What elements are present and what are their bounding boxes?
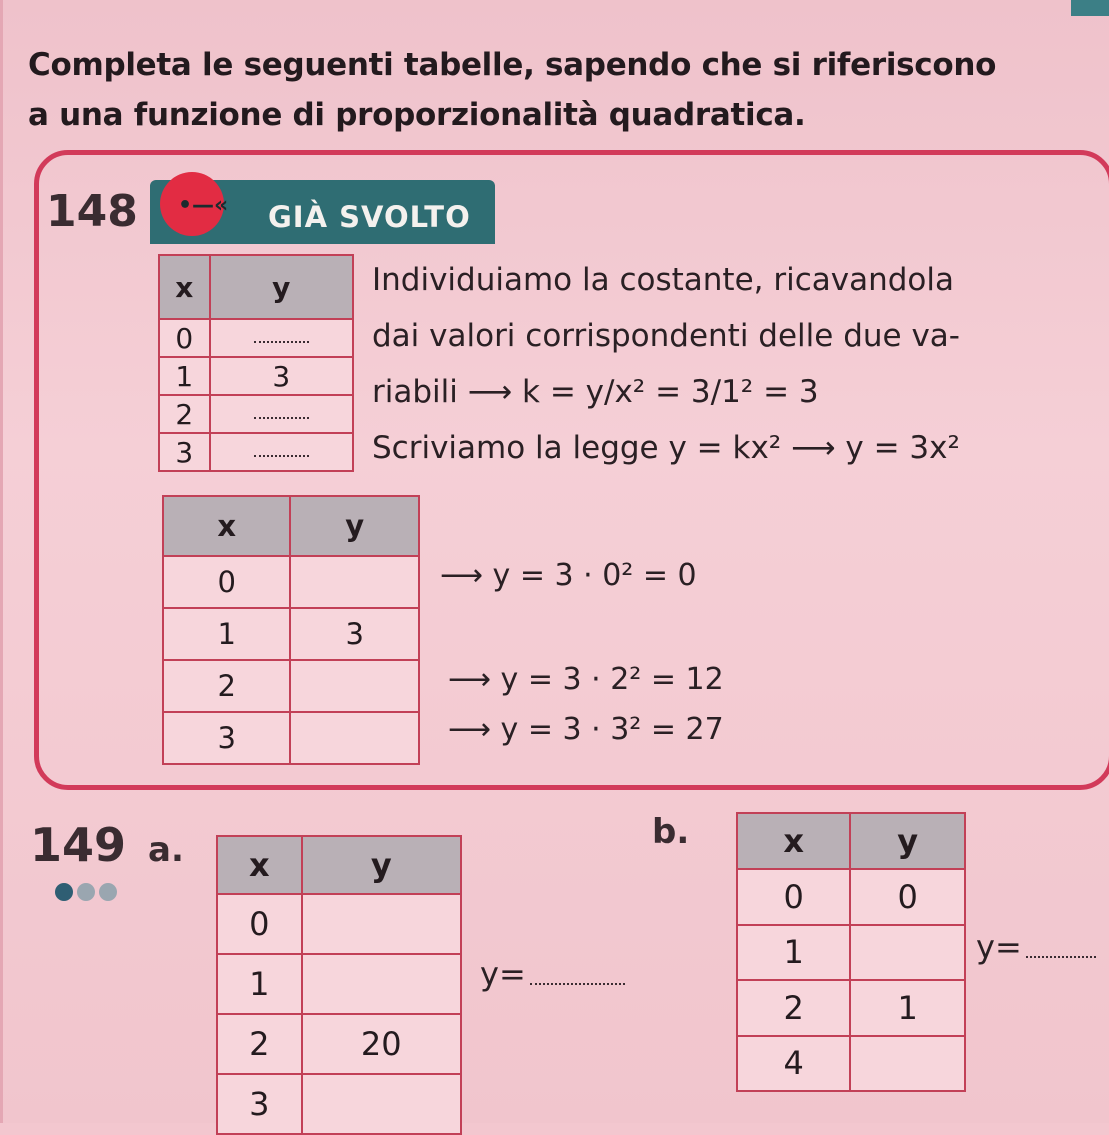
cell-y: 1 [850,980,965,1036]
example-table-large [162,495,420,765]
exercise-number-149: 149 [30,818,127,872]
table-row [737,925,965,981]
table-header-row [159,255,353,319]
dotted-blank [254,451,309,457]
header-y: y [290,496,419,556]
dotted-blank [254,413,309,419]
cell-x: 2 [159,395,210,433]
header-x: x [159,255,210,319]
cell-y-blank [210,433,354,471]
cell-x: 0 [159,319,210,357]
example-explanation [372,252,1072,476]
table-row [163,556,419,608]
example-table-small [158,254,354,472]
answer-b-prefix: y= [976,928,1022,966]
cell-x: 1 [163,608,290,660]
explanation-line-3: riabili ⟶ k = y/x² = 3/1² = 3 [372,374,819,410]
part-a-label: a. [148,830,184,870]
cell-y [290,712,419,764]
cell-y: 3 [290,608,419,660]
cell-x: 2 [737,980,850,1036]
explanation-line-4: Scriviamo la legge y = kx² ⟶ y = 3x² [372,430,960,466]
result-x0: ⟶ y = 3 · 0² = 0 [440,558,697,593]
answer-a-prefix: y= [480,955,526,993]
cell-x: 3 [163,712,290,764]
cell-x: 1 [737,925,850,981]
cell-x: 4 [737,1036,850,1092]
exercise-b-table [736,812,966,1092]
table-header-row [163,496,419,556]
table-row [159,395,353,433]
table-row [163,660,419,712]
difficulty-dots-icon [54,880,134,904]
explanation-line-1: Individuiamo la costante, ricavandola [372,262,954,298]
table-row [159,357,353,395]
table-row [159,319,353,357]
table-row [217,894,461,954]
cell-x: 2 [217,1014,302,1074]
table-row [159,433,353,471]
cell-x: 2 [163,660,290,712]
table-row [737,980,965,1036]
cell-y-blank [210,395,354,433]
table-row [217,1074,461,1134]
part-b-label: b. [652,812,690,852]
cell-y-blank [210,319,354,357]
header-x: x [163,496,290,556]
exercise-number-148: 148 [46,186,138,237]
arrow-icon: •—« [178,193,229,218]
header-y: y [850,813,965,869]
table-header-row [737,813,965,869]
header-x: x [737,813,850,869]
instructions [28,40,1068,140]
answer-a [480,955,625,993]
cell-y[interactable] [850,925,965,981]
table-row [163,608,419,660]
table-header-row [217,836,461,894]
table-row [163,712,419,764]
result-x3: ⟶ y = 3 · 3² = 27 [448,712,724,747]
header-x: x [217,836,302,894]
cell-y[interactable] [302,894,461,954]
answer-b [976,928,1096,966]
table-row [737,869,965,925]
header-y: y [302,836,461,894]
cell-x: 1 [159,357,210,395]
cell-x: 0 [737,869,850,925]
page-margin-line [0,0,3,1123]
result-x2: ⟶ y = 3 · 2² = 12 [448,662,724,697]
corner-tab [1071,0,1109,16]
instructions-line-2: a una funzione di proporzionalità quadratica. [28,97,806,133]
cell-y [290,660,419,712]
cell-y [290,556,419,608]
cell-x: 3 [217,1074,302,1134]
explanation-line-2: dai valori corrispondenti delle due va- [372,318,960,354]
cell-x: 1 [217,954,302,1014]
table-row [737,1036,965,1092]
cell-y: 3 [210,357,354,395]
cell-y: 20 [302,1014,461,1074]
table-row [217,954,461,1014]
solved-badge: GIÀ SVOLTO [268,200,471,234]
cell-x: 3 [159,433,210,471]
cell-y[interactable] [850,1036,965,1092]
dotted-blank [254,337,309,343]
instructions-line-1: Completa le seguenti tabelle, sapendo che si riferiscono [28,47,997,83]
exercise-a-table [216,835,462,1135]
table-row [217,1014,461,1074]
cell-y[interactable] [302,954,461,1014]
answer-b-blank[interactable] [1026,950,1096,958]
answer-a-blank[interactable] [530,977,625,985]
header-y: y [210,255,354,319]
cell-x: 0 [163,556,290,608]
cell-y[interactable] [302,1074,461,1134]
cell-x: 0 [217,894,302,954]
cell-y: 0 [850,869,965,925]
